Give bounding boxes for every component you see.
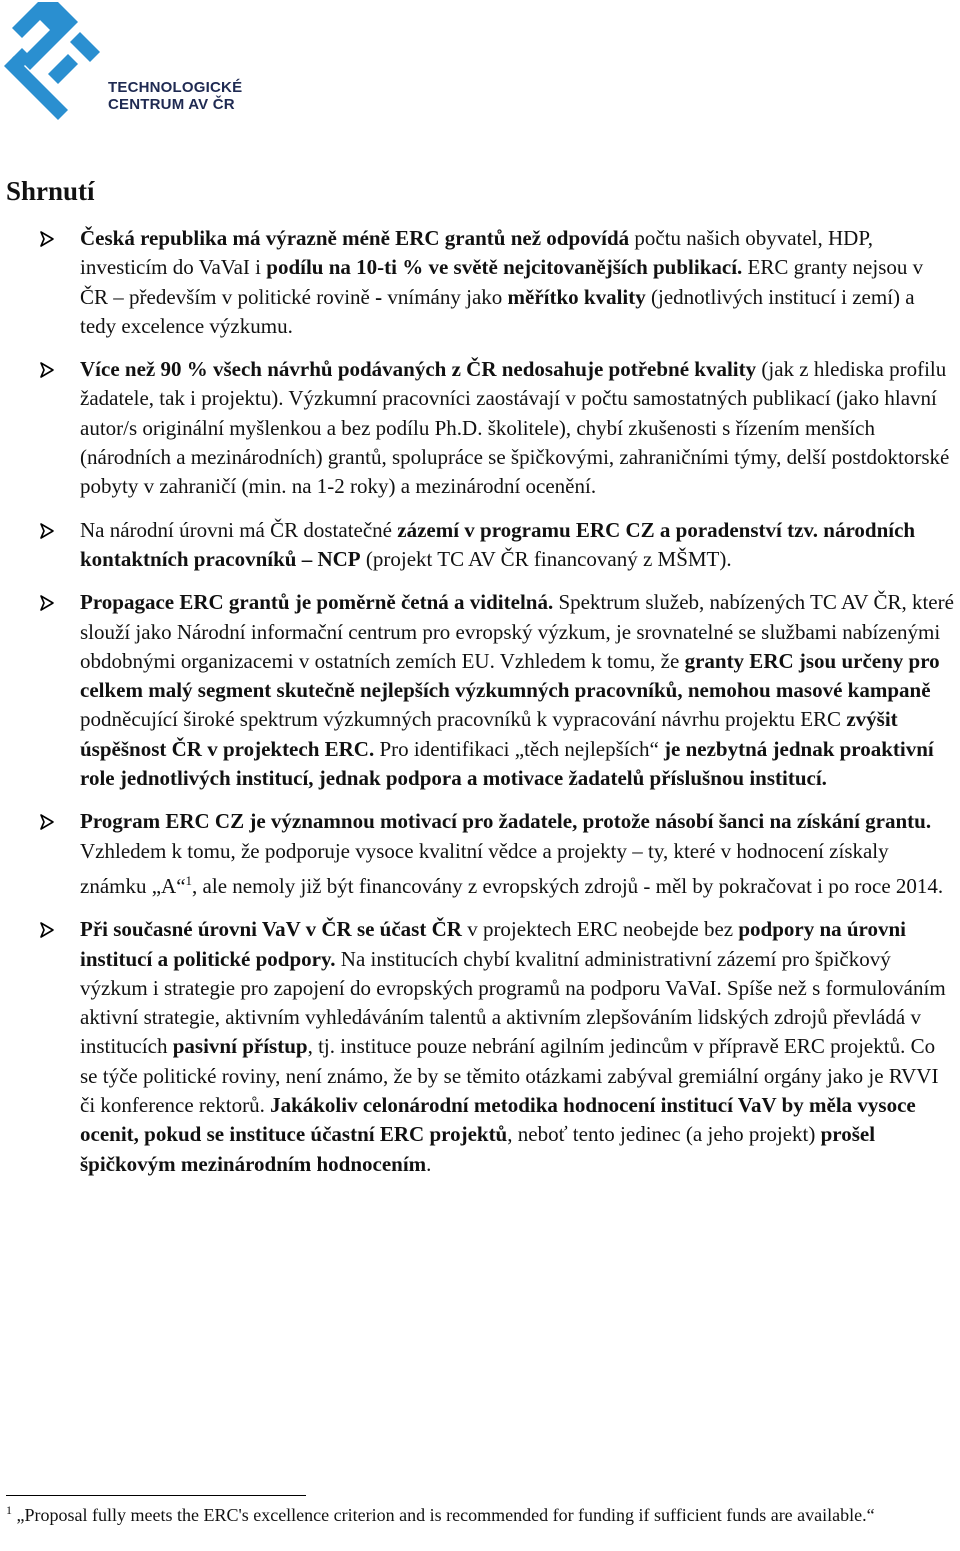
item-text-segment: Na institucích chybí kvalitní administrativní zázemí pro špičkový výzkum i strategie pro zapojení do evropských programů na podporu VaVaI. Spíše než s formulováním aktivní strategie, aktivním vyhledáváním talentů a aktivním zlepšováním lidských zdrojů převládá v institucích xyxy=(80,946,946,1059)
item-text-segment: podpory na úrovni institucí a politické podpory. xyxy=(80,917,907,971)
summary-item xyxy=(0,224,960,341)
arrow-bullet-icon xyxy=(38,813,56,831)
item-text-segment: , tj. instituce pouze nebrání agilním jedincům v přípravě ERC projektů. Co se týče politické roviny, není známo, že by se těmito otázkami zabýval gremiální orgány jako je RVVI či konference rektorů. xyxy=(80,1034,939,1118)
footnote-reference: 1 xyxy=(185,872,193,888)
item-text-segment: podněcující široké spektrum výzkumných pracovníků k vypracování návrhu projektu ERC xyxy=(80,707,847,732)
arrow-bullet-icon xyxy=(38,921,56,939)
item-text-segment: Pro identifikaci „těch nejlepších“ xyxy=(374,736,665,761)
item-text-segment: , neboť tento jedinec (a jeho projekt) xyxy=(507,1122,821,1147)
item-text-segment: (jak z hlediska profilu žadatele, tak i projektu). Výzkumní pracovníci zaostávají v počtu samostatných publikací (jako hlavní autor/s originální myšlenkou a bez podílu Ph.D. školitele), chybí zkušenosti s řízením menších (národních a mezinárodních) grantů, spolupráce se špičkovými, zahraničními týmy, delší postdoktorské pobyty v zahraničí (min. na 1-2 roky) a mezinárodní ocenění. xyxy=(80,357,950,499)
summary-item xyxy=(0,588,960,793)
item-text-segment: Česká republika má výrazně méně ERC grantů než odpovídá xyxy=(80,226,630,250)
item-text-segment: Při současné úrovni VaV v ČR se účast ČR xyxy=(80,917,462,942)
item-text-segment: Propagace ERC grantů je poměrně četná a viditelná. xyxy=(80,590,554,615)
item-text-segment: vnímány jako xyxy=(382,284,508,309)
summary-item xyxy=(0,516,960,575)
item-text-segment: měřítko kvality xyxy=(507,284,646,309)
item-text-segment: ERC granty nejsou v ČR – především v politické rovině xyxy=(80,255,924,309)
item-text-segment: prošel špičkovým mezinárodním hodnocením xyxy=(80,1122,876,1176)
item-text-segment: (jednotlivých institucí i zemí) a tedy excelence výzkumu. xyxy=(80,284,915,338)
summary-item xyxy=(0,807,960,901)
footnote-mark: 1 xyxy=(6,1503,12,1517)
arrow-bullet-icon xyxy=(38,361,56,379)
item-text-segment: je nezbytná jednak proaktivní role jednotlivých institucí, jednak podpora a motivace žadatelů příslušnou institucí. xyxy=(80,736,934,791)
item-text-segment: . xyxy=(426,1151,432,1176)
summary-item xyxy=(0,355,960,501)
logo-line-2: CENTRUM AV ČR xyxy=(108,96,235,113)
item-text-segment: Program ERC CZ je významnou motivací pro žadatele, protože násobí šanci na získání grantu. xyxy=(80,809,932,834)
item-text-segment: zázemí v programu ERC CZ a poradenství tzv. národních kontaktních pracovníků – NCP xyxy=(80,517,916,571)
item-text-segment: podílu na 10-ti % ve světě nejcitovanějších publikací. xyxy=(266,255,743,280)
arrow-bullet-icon xyxy=(38,594,56,612)
item-text-segment: Spektrum služeb, nabízených TC AV ČR, které slouží jako Národní informační centrum pro evropský výzkum, je srovnatelné se službami nabízenými obdobnými organizacemi v ostatních zemích EU. Vzhledem k tomu, že xyxy=(80,590,954,673)
item-text-segment: Jakákoliv celonárodní metodika hodnocení institucí VaV by měla vysoce ocenit, pokud se instituce účastní ERC projektů xyxy=(80,1093,916,1147)
item-text-segment: Na národní úrovni má ČR dostatečné xyxy=(80,517,398,542)
section-title: Shrnutí xyxy=(6,176,95,206)
summary-list xyxy=(0,224,960,1193)
item-text-segment: pasivní přístup xyxy=(172,1034,308,1059)
item-text-segment: zvýšit úspěšnost ČR v projektech ERC. xyxy=(80,707,898,761)
summary-item xyxy=(0,915,960,1179)
organization-logo xyxy=(2,2,242,122)
item-text-segment: počtu našich obyvatel, HDP, investicím do VaVaI i xyxy=(80,226,873,280)
item-text-segment: , ale nemoly již být financovány z evropských zdrojů - měl by pokračovat i po roce 2014. xyxy=(192,873,944,898)
item-text-segment: Více než 90 % všech návrhů podávaných z ČR nedosahuje potřebné kvality xyxy=(80,357,757,382)
logo-mark-icon xyxy=(2,2,112,122)
arrow-bullet-icon xyxy=(38,230,56,248)
item-text-segment: - xyxy=(375,284,383,309)
footnote-divider xyxy=(6,1495,306,1496)
logo-text xyxy=(108,79,242,113)
item-text-segment: Vzhledem k tomu, že podporuje vysoce kvalitní vědce a projekty – ty, které v hodnocení získaly známku „A“ xyxy=(80,838,889,898)
item-text-segment: (projekt TC AV ČR financovaný z MŠMT). xyxy=(360,546,732,571)
item-text-segment: v projektech ERC neobejde bez xyxy=(461,917,739,942)
footnote xyxy=(6,1498,946,1527)
arrow-bullet-icon xyxy=(38,522,56,540)
item-text-segment: granty ERC jsou určeny pro celkem malý segment skutečně nejlepších výzkumných pracovníků, nemohou masové kampaně xyxy=(80,648,940,703)
footnote-text: „Proposal fully meets the ERC's excellence criterion and is recommended for funding if sufficient funds are available.“ xyxy=(12,1505,875,1525)
logo-line-1: TECHNOLOGICKÉ xyxy=(108,79,243,96)
